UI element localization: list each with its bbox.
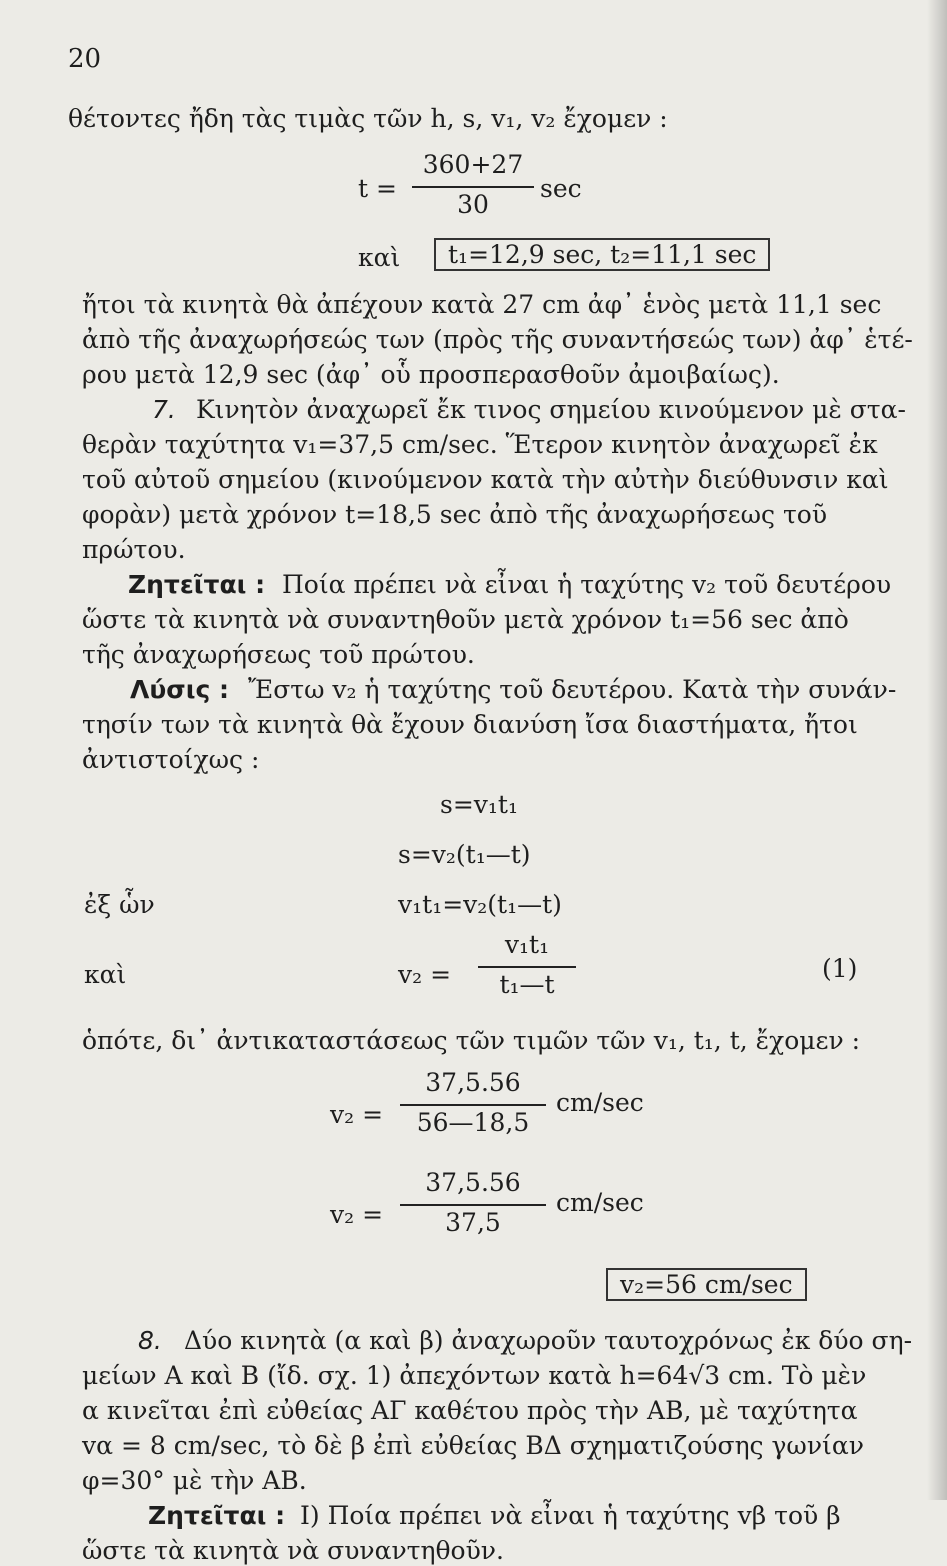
eq-calc1-lhs: v₂ =: [330, 1100, 384, 1129]
problem7-line-4: φορὰν) μετὰ χρόνον t=18,5 sec ἀπὸ τῆς ἀναχωρήσεως τοῦ: [82, 500, 828, 529]
eq-calc1-numerator: 37,5.56: [425, 1068, 521, 1097]
problem7-number: [152, 395, 176, 425]
eq-calc1-unit: cm/sec: [556, 1088, 644, 1117]
intro-line: θέτοντες ἤδη τὰς τιμὰς τῶν h, s, v₁, v₂ ἔχομεν :: [68, 104, 668, 133]
problem8-line-3: α κινεῖται ἐπὶ εὐθείας ΑΓ καθέτου πρὸς τὴν AB, μὲ ταχύτητα: [82, 1396, 858, 1425]
eq-calc2-fraction-bar: [400, 1204, 546, 1206]
problem7-zhteitai-label: Ζητεῖται :: [128, 570, 266, 599]
kai-label: καὶ: [358, 243, 401, 272]
problem8-number-text: 8.: [138, 1326, 162, 1355]
eq-v2-tag: (1): [822, 954, 858, 983]
problem8-line-1: Δύο κινητὰ (α καὶ β) ἀναχωροῦν ταυτοχρόνως ἐκ δύο ση-: [184, 1326, 913, 1355]
eq-calc1-fraction-bar: [400, 1104, 546, 1106]
problem8-line-5: φ=30° μὲ τὴν AB.: [82, 1466, 307, 1495]
result-boxed: v₂=56 cm/sec: [606, 1268, 807, 1301]
ex-on-label: ἐξ ὧν: [84, 890, 155, 919]
problem8-line-4: vα = 8 cm/sec, τὸ δὲ β ἐπὶ εὐθείας ΒΔ σχηματιζούσης γωνίαν: [82, 1431, 864, 1460]
eq-v2-lhs: v₂ =: [398, 960, 452, 989]
eq-calc2-lhs: v₂ =: [330, 1200, 384, 1229]
page-number: 20: [68, 44, 102, 74]
problem8-zhteitai-line-1: I) Ποία πρέπει νὰ εἶναι ἡ ταχύτης vβ τοῦ β: [300, 1501, 841, 1530]
kai-label-2: καὶ: [84, 960, 127, 989]
problem8-zhteitai-line-2: ὥστε τὰ κινητὰ νὰ συναντηθοῦν.: [82, 1536, 504, 1565]
problem7-zhteitai-line-1: Ποία πρέπει νὰ εἶναι ἡ ταχύτης v₂ τοῦ δευτέρου: [282, 570, 892, 599]
eq-calc2-numerator: 37,5.56: [425, 1168, 521, 1197]
problem7-number-text: 7.: [152, 395, 176, 424]
problem8-zhteitai-label: Ζητεῖται :: [148, 1501, 286, 1530]
eq-v2-denominator: t₁—t: [499, 970, 555, 999]
eq-s1: s=v₁t₁: [440, 790, 518, 819]
problem7-lysis-label: Λύσις :: [130, 675, 229, 704]
eq-v2-numerator: v₁t₁: [504, 930, 550, 959]
substitute-line: ὁπότε, δι᾿ ἀντικαταστάσεως τῶν τιμῶν τῶν v₁, t₁, t, ἔχομεν :: [82, 1026, 861, 1055]
problem7-line-3: τοῦ αὐτοῦ σημείου (κινούμενον κατὰ τὴν αὐτὴν διεύθυνσιν καὶ: [82, 465, 889, 494]
eq-t-lhs: t =: [358, 174, 397, 203]
problem7-line-2: θερὰν ταχύτητα v₁=37,5 cm/sec. Ἕτερον κινητὸν ἀναχωρεῖ ἐκ: [82, 430, 878, 459]
eq-v2-fraction-bar: [478, 966, 576, 968]
problem7-zhteitai-line-2: ὥστε τὰ κινητὰ νὰ συναντηθοῦν μετὰ χρόνον t₁=56 sec ἀπὸ: [82, 605, 849, 634]
problem8-line-2: μείων A καὶ B (ἴδ. σχ. 1) ἀπεχόντων κατὰ h=64√3 cm. Τὸ μὲν: [82, 1361, 867, 1390]
eq-calc1-denominator: 56—18,5: [416, 1108, 530, 1137]
eq-t-fraction-bar: [412, 186, 534, 188]
problem7-lysis-line-3: ἀντιστοίχως :: [82, 745, 260, 774]
eq-calc2-unit: cm/sec: [556, 1188, 644, 1217]
problem7-line-5: πρώτου.: [82, 535, 186, 564]
problem7-lysis-line-2: τησίν των τὰ κινητὰ θὰ ἔχουν διανύση ἴσα διαστήματα, ἤτοι: [82, 710, 858, 739]
para1-line-3: ρου μετὰ 12,9 sec (ἀφ᾿ οὗ προσπερασθοῦν ἀμοιβαίως).: [82, 360, 780, 389]
boxed-times: t₁=12,9 sec, t₂=11,1 sec: [434, 238, 770, 271]
eq-s2: s=v₂(t₁—t): [398, 840, 531, 869]
eq-t-denominator: 30: [457, 190, 489, 219]
eq-s3: v₁t₁=v₂(t₁—t): [398, 890, 562, 919]
eq-t-numerator: 360+27: [422, 150, 524, 179]
problem8-number: [138, 1326, 162, 1356]
problem7-lysis-line-1: Ἔστω v₂ ἡ ταχύτης τοῦ δευτέρου. Κατὰ τὴν συνάν-: [248, 675, 897, 704]
problem7-zhteitai-line-3: τῆς ἀναχωρήσεως τοῦ πρώτου.: [82, 640, 475, 669]
para1-line-1: ἤτοι τὰ κινητὰ θὰ ἀπέχουν κατὰ 27 cm ἀφ᾿ ἑνὸς μετὰ 11,1 sec: [82, 290, 882, 319]
problem7-line-1: Κινητὸν ἀναχωρεῖ ἔκ τινος σημείου κινούμενον μὲ στα-: [196, 395, 906, 424]
eq-t-unit: sec: [540, 174, 582, 203]
para1-line-2: ἀπὸ τῆς ἀναχωρήσεώς των (πρὸς τῆς συναντήσεώς των) ἀφ᾿ ἑτέ-: [82, 325, 913, 354]
eq-calc2-denominator: 37,5: [445, 1208, 501, 1237]
